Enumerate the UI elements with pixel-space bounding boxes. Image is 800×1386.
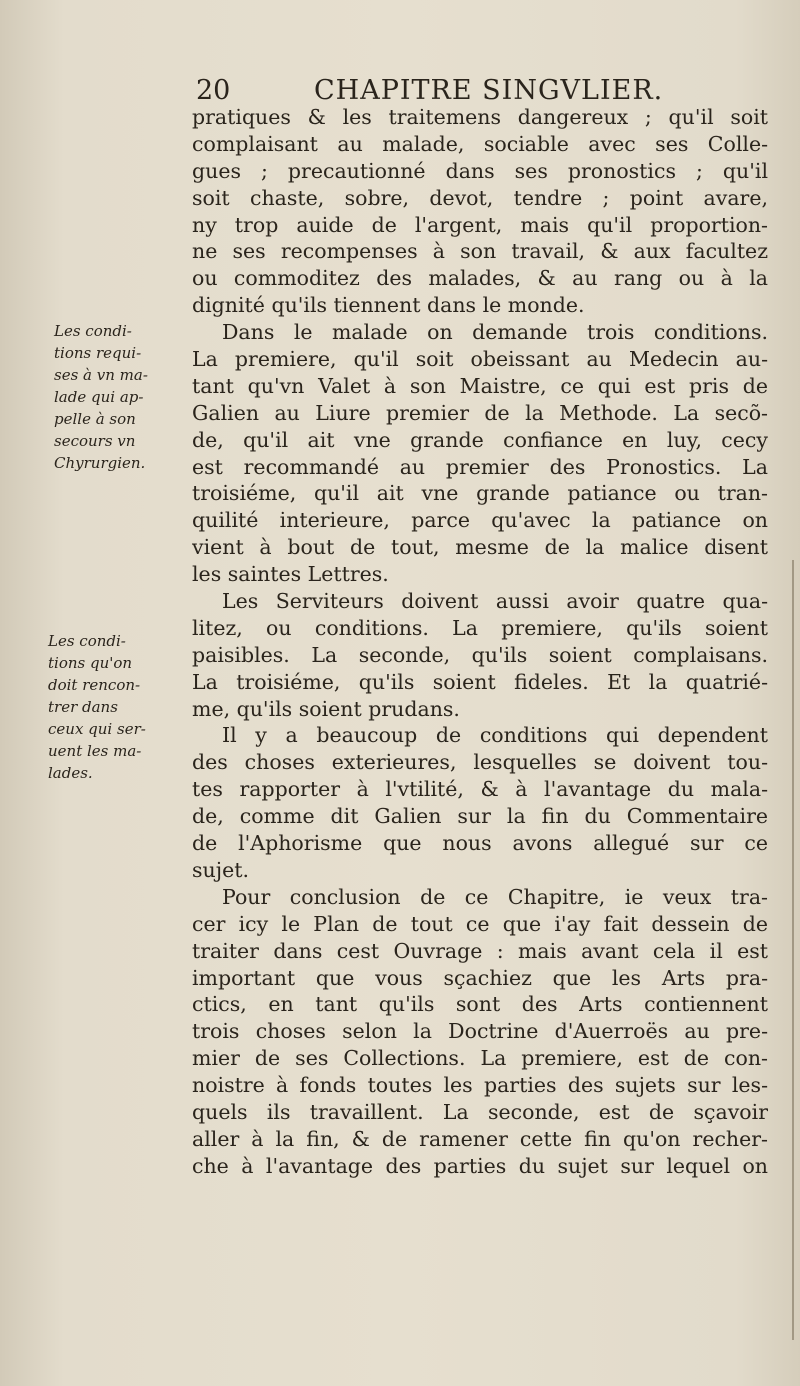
margin-note-servant-conditions — [48, 630, 182, 784]
running-head — [196, 74, 666, 108]
text-line: important que vous sçachiez que les Arts pra- — [192, 965, 768, 990]
margin-note-line: trer dans — [48, 698, 118, 716]
text-line: me, qu'ils soient prudans. — [192, 696, 460, 721]
text-line: cer icy le Plan de tout ce que i'ay fait dessein de — [192, 911, 768, 936]
text-line: La troisiéme, qu'ils soient fideles. Et la quatrié- — [192, 669, 768, 694]
text-line: mier de ses Collections. La premiere, est de con- — [192, 1046, 768, 1071]
text-line: complaisant au malade, sociable avec ses Colle- — [192, 131, 768, 156]
margin-note-line: tions requi- — [54, 344, 142, 362]
body-text — [192, 104, 768, 1180]
text-line: Les Serviteurs doivent aussi avoir quatre qua- — [222, 589, 768, 614]
text-line: litez, ou conditions. La premiere, qu'ils soient — [192, 615, 768, 640]
margin-note-patient-conditions — [54, 320, 188, 474]
text-line: ctics, en tant qu'ils sont des Arts contiennent — [192, 992, 768, 1017]
margin-note-line: ceux qui ser- — [48, 720, 146, 738]
text-line: quilité interieure, parce qu'avec la patiance on — [192, 508, 768, 533]
text-line: tes rapporter à l'vtilité, & à l'avantage du mala- — [192, 777, 768, 802]
margin-note-line: tions qu'on — [48, 654, 133, 672]
text-line: aller à la fin, & de ramener cette fin qu'on recher- — [192, 1126, 768, 1151]
text-line: paisibles. La seconde, qu'ils soient complaisans. — [192, 642, 768, 667]
text-line: quels ils travaillent. La seconde, est de sçavoir — [192, 1099, 768, 1124]
margin-note-line: Les condi- — [54, 322, 132, 340]
text-line: Dans le malade on demande trois conditions. — [222, 320, 768, 345]
text-line: des choses exterieures, lesquelles se doivent tou- — [192, 750, 768, 775]
text-line: dignité qu'ils tiennent dans le monde. — [192, 293, 585, 318]
margin-note-line: lades. — [48, 764, 93, 782]
margin-note-line: secours vn — [54, 432, 136, 450]
margin-note-line: doit rencon- — [48, 676, 141, 694]
text-line: de, qu'il ait vne grande confiance en luy, cecy — [192, 427, 768, 452]
text-line: noistre à fonds toutes les parties des sujets sur les- — [192, 1073, 768, 1098]
text-line: Pour conclusion de ce Chapitre, ie veux tra- — [222, 884, 768, 909]
margin-note-line: lade qui ap- — [54, 388, 144, 406]
text-line: Galien au Liure premier de la Methode. La secõ- — [192, 400, 768, 425]
chapter-title: CHAPITRE SINGVLIER. — [314, 75, 664, 106]
text-line: trois choses selon la Doctrine d'Auerroës au pre- — [192, 1019, 768, 1044]
text-line: de l'Aphorisme que nous avons allegué sur ce — [192, 831, 768, 856]
page-number: 20 — [196, 75, 231, 106]
margin-note-line: ses à vn ma- — [54, 366, 148, 384]
margin-note-line: Chyrurgien. — [54, 454, 146, 472]
text-line: La premiere, qu'il soit obeissant au Medecin au- — [192, 347, 768, 372]
text-line: troisiéme, qu'il ait vne grande patiance ou tran- — [192, 481, 768, 506]
text-line: traiter dans cest Ouvrage : mais avant cela il est — [192, 938, 768, 963]
margin-note-line: pelle à son — [54, 410, 136, 428]
text-line: vient à bout de tout, mesme de la malice disent — [192, 535, 768, 560]
text-line: pratiques & les traitemens dangereux ; qu'il soit — [192, 105, 768, 129]
text-line: sujet. — [192, 857, 249, 882]
text-line: ny trop auide de l'argent, mais qu'il proportion- — [192, 212, 768, 237]
text-line: est recommandé au premier des Pronostics. La — [192, 454, 768, 479]
text-line: che à l'avantage des parties du sujet sur lequel on — [192, 1153, 768, 1178]
margin-note-line: uent les ma- — [48, 742, 142, 760]
text-line: gues ; precautionné dans ses pronostics ; qu'il — [192, 158, 768, 183]
text-line: tant qu'vn Valet à son Maistre, ce qui est pris de — [192, 373, 768, 398]
text-line: soit chaste, sobre, devot, tendre ; point avare, — [192, 185, 768, 210]
text-line: ne ses recompenses à son travail, & aux facultez — [192, 239, 768, 264]
text-line: Il y a beaucoup de conditions qui dependent — [222, 723, 768, 748]
text-line: les saintes Lettres. — [192, 562, 389, 587]
page-edge-shadow — [792, 560, 794, 1340]
text-line: ou commoditez des malades, & au rang ou à la — [192, 266, 768, 291]
text-line: de, comme dit Galien sur la fin du Commentaire — [192, 804, 768, 829]
margin-note-line: Les condi- — [48, 632, 126, 650]
